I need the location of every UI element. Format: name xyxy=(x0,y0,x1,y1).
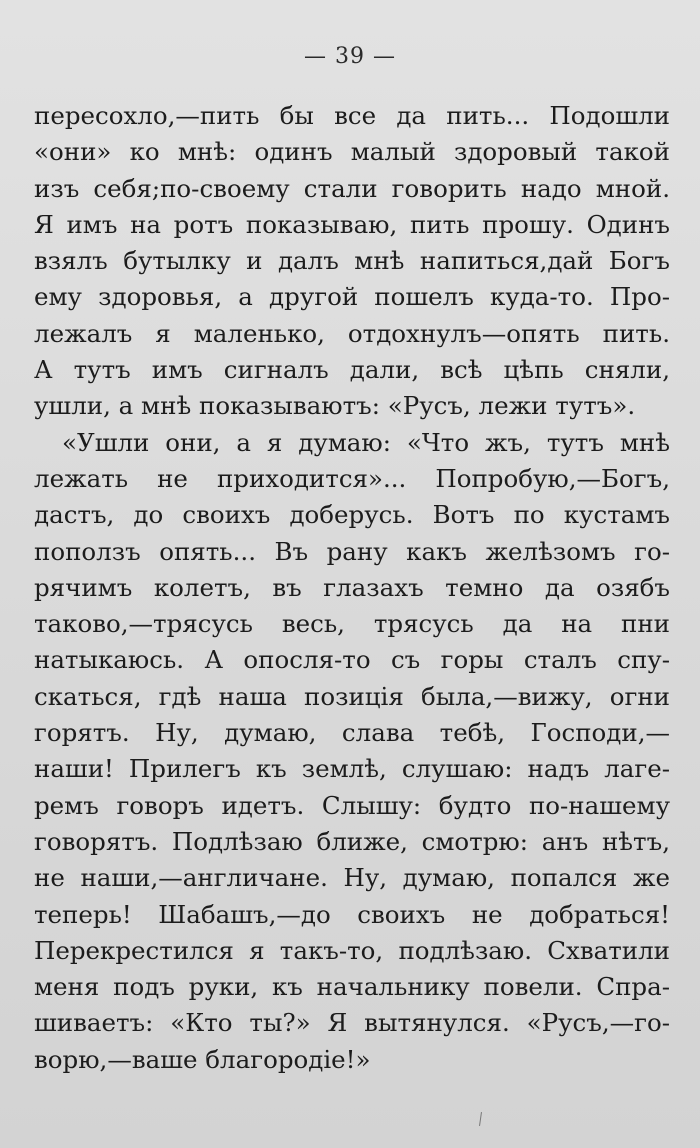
body-text xyxy=(34,98,670,1078)
text-line: лежалъ я маленько, отдохнулъ—опять пить. xyxy=(34,318,670,348)
text-line: ушли, а мнѣ показываютъ: «Русъ, лежи тутъ». xyxy=(34,391,636,421)
text-line: А тутъ имъ сигналъ дали, всѣ цѣпь сняли, xyxy=(34,355,670,385)
text-line: говорятъ. Подлѣзаю ближе, смотрю: анъ нѣтъ, xyxy=(34,826,670,856)
text-line: шиваетъ: «Кто ты?» Я вытянулся. «Русъ,—го- xyxy=(34,1008,670,1038)
text-line: пересохло,—пить бы все да пить... Подошли xyxy=(34,101,670,130)
text-line: натыкаюсь. А опосля-то съ горы сталъ спу- xyxy=(34,645,670,675)
text-line: взялъ бутылку и далъ мнѣ напиться,дай Богъ xyxy=(34,246,670,276)
page-number: — 39 — xyxy=(304,44,396,69)
text-line: скаться, гдѣ наша позиція была,—вижу, огни xyxy=(34,681,670,711)
text-line: лежать не приходится»... Попробую,—Богъ, xyxy=(34,463,670,493)
text-line: теперь! Шабашъ,—до своихъ не добраться! xyxy=(34,899,670,929)
text-line: рячимъ колетъ, въ глазахъ темно да озябъ xyxy=(34,572,670,602)
text-line: изъ себя;по-своему стали говорить надо мной. xyxy=(34,173,670,203)
text-line: поползъ опять... Въ рану какъ желѣзомъ го- xyxy=(34,536,670,566)
paper-speck xyxy=(479,1112,482,1126)
text-line: ворю,—ваше благородіе!» xyxy=(34,1044,371,1074)
text-line: не наши,—англичане. Ну, думаю, попался же xyxy=(34,863,670,893)
text-line: «они» ко мнѣ: одинъ малый здоровый такой xyxy=(34,137,670,167)
text-line: ремъ говоръ идетъ. Слышу: будто по-нашему xyxy=(34,790,670,820)
text-line: горятъ. Ну, думаю, слава тебѣ, Господи,— xyxy=(34,718,670,748)
text-line: меня подъ руки, къ начальнику повели. Спра- xyxy=(34,972,670,1002)
text-line: таково,—трясусь весь, трясусь да на пни xyxy=(34,609,670,639)
text-line: ему здоровья, а другой пошелъ куда-то. Про- xyxy=(34,282,670,312)
text-line: наши! Прилегъ къ землѣ, слушаю: надъ лаге- xyxy=(34,754,670,784)
text-line: Я имъ на ротъ показываю, пить прошу. Одинъ xyxy=(34,209,670,239)
paragraph-start-line: «Ушли они, а я думаю: «Что жъ, тутъ мнѣ xyxy=(62,427,670,457)
text-line: дастъ, до своихъ доберусь. Вотъ по кустамъ xyxy=(34,500,670,530)
text-line: Перекрестился я такъ-то, подлѣзаю. Схватили xyxy=(34,935,670,965)
